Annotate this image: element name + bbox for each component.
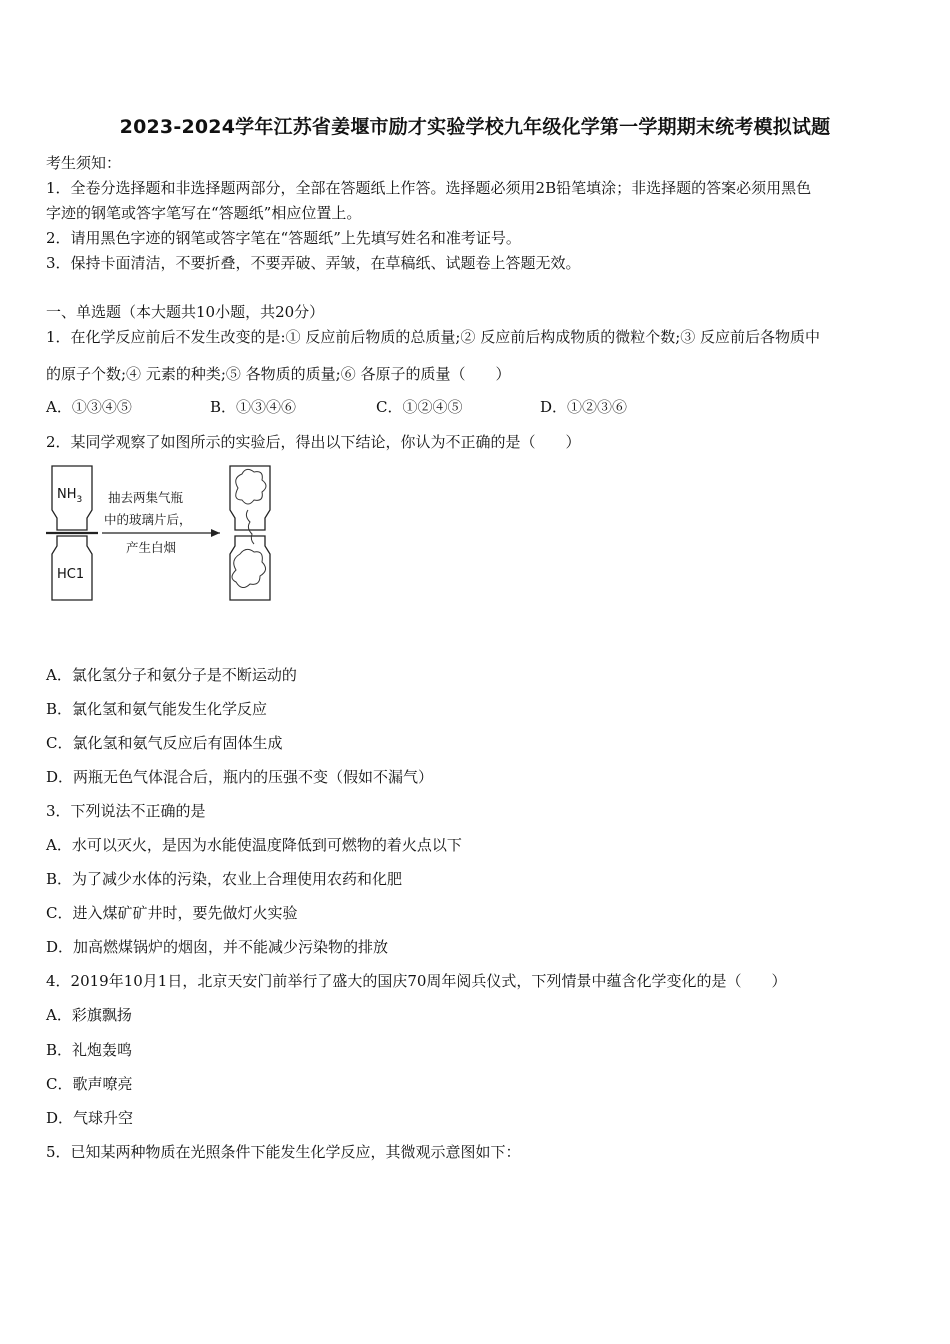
experiment-figure xyxy=(40,460,280,610)
notice-heading: 考生须知： xyxy=(46,154,122,172)
nh3-label: $NH_3$ xyxy=(57,487,83,505)
question-4-option-a: A．彩旗飘扬 xyxy=(46,1006,132,1024)
notice-item: 2．请用黑色字迹的钢笔或答字笔在“答题纸”上先填写姓名和准考证号。 xyxy=(46,229,521,247)
question-4-option-d: D．气球升空 xyxy=(46,1109,134,1127)
question-5-stem: 5．已知某两种物质在光照条件下能发生化学反应，其微观示意图如下： xyxy=(46,1143,521,1161)
arrow-text-1: 抽去两集气瓶 xyxy=(108,490,184,505)
question-2-option-c: C．氯化氢和氨气反应后有固体生成 xyxy=(46,734,283,752)
question-2-option-d: D．两瓶无色气体混合后，瓶内的压强不变（假如不漏气） xyxy=(46,768,434,786)
question-2-stem: 2．某同学观察了如图所示的实验后，得出以下结论，你认为不正确的是（ ） xyxy=(46,433,581,451)
question-3-option-d: D．加高燃煤锅炉的烟囱，并不能减少污染物的排放 xyxy=(46,938,389,956)
question-2-option-a: A．氯化氢分子和氨分子是不断运动的 xyxy=(46,666,297,684)
hcl-label: HC1 xyxy=(57,567,85,582)
question-3-option-a: A．水可以灭火，是因为水能使温度降低到可燃物的着火点以下 xyxy=(46,836,462,854)
page-title: 2023-2024学年江苏省姜堰市励才实验学校九年级化学第一学期期末统考模拟试题 xyxy=(119,116,831,138)
question-4-option-c: C．歌声嘹亮 xyxy=(46,1075,133,1093)
option-b: B．①③④⑥ xyxy=(210,398,297,416)
arrow-text-3: 产生白烟 xyxy=(126,540,177,555)
question-3-stem: 3．下列说法不正确的是 xyxy=(46,802,206,820)
question-1-stem: 1．在化学反应前后不发生改变的是:① 反应前后物质的总质量;② 反应前后构成物质的微粒个数;③ 反应前后各物质中 xyxy=(46,328,821,346)
option-a: A．①③④⑤ xyxy=(46,398,132,416)
question-3-option-c: C．进入煤矿矿井时，要先做灯火实验 xyxy=(46,904,298,922)
arrowhead-icon xyxy=(211,529,220,537)
question-4-option-b: B．礼炮轰鸣 xyxy=(46,1041,133,1059)
question-1-stem-cont: 的原子个数;④ 元素的种类;⑤ 各物质的质量;⑥ 各原子的质量（ ） xyxy=(46,365,511,383)
white-smoke xyxy=(232,469,266,587)
notice-item: 字迹的钢笔或答字笔写在“答题纸”相应位置上。 xyxy=(46,204,362,222)
option-d: D．①②③⑥ xyxy=(540,398,628,416)
question-3-option-b: B．为了减少水体的污染，农业上合理使用农药和化肥 xyxy=(46,870,403,888)
question-4-stem: 4．2019年10月1日，北京天安门前举行了盛大的国庆70周年阅兵仪式，下列情景中蕴含化学变化的是（ ） xyxy=(46,972,787,990)
section-heading: 一、单选题（本大题共10小题，共20分） xyxy=(46,303,325,321)
notice-item: 3．保持卡面清洁，不要折叠，不要弄破、弄皱，在草稿纸、试题卷上答题无效。 xyxy=(46,254,581,272)
option-c: C．①②④⑤ xyxy=(376,398,463,416)
question-1-options xyxy=(46,396,906,418)
arrow-text-2: 中的玻璃片后， xyxy=(104,512,192,527)
notice-item: 1．全卷分选择题和非选择题两部分，全部在答题纸上作答。选择题必须用2B铅笔填涂；非选择题的答案必须用黑色 xyxy=(46,179,812,197)
question-2-option-b: B．氯化氢和氨气能发生化学反应 xyxy=(46,700,268,718)
